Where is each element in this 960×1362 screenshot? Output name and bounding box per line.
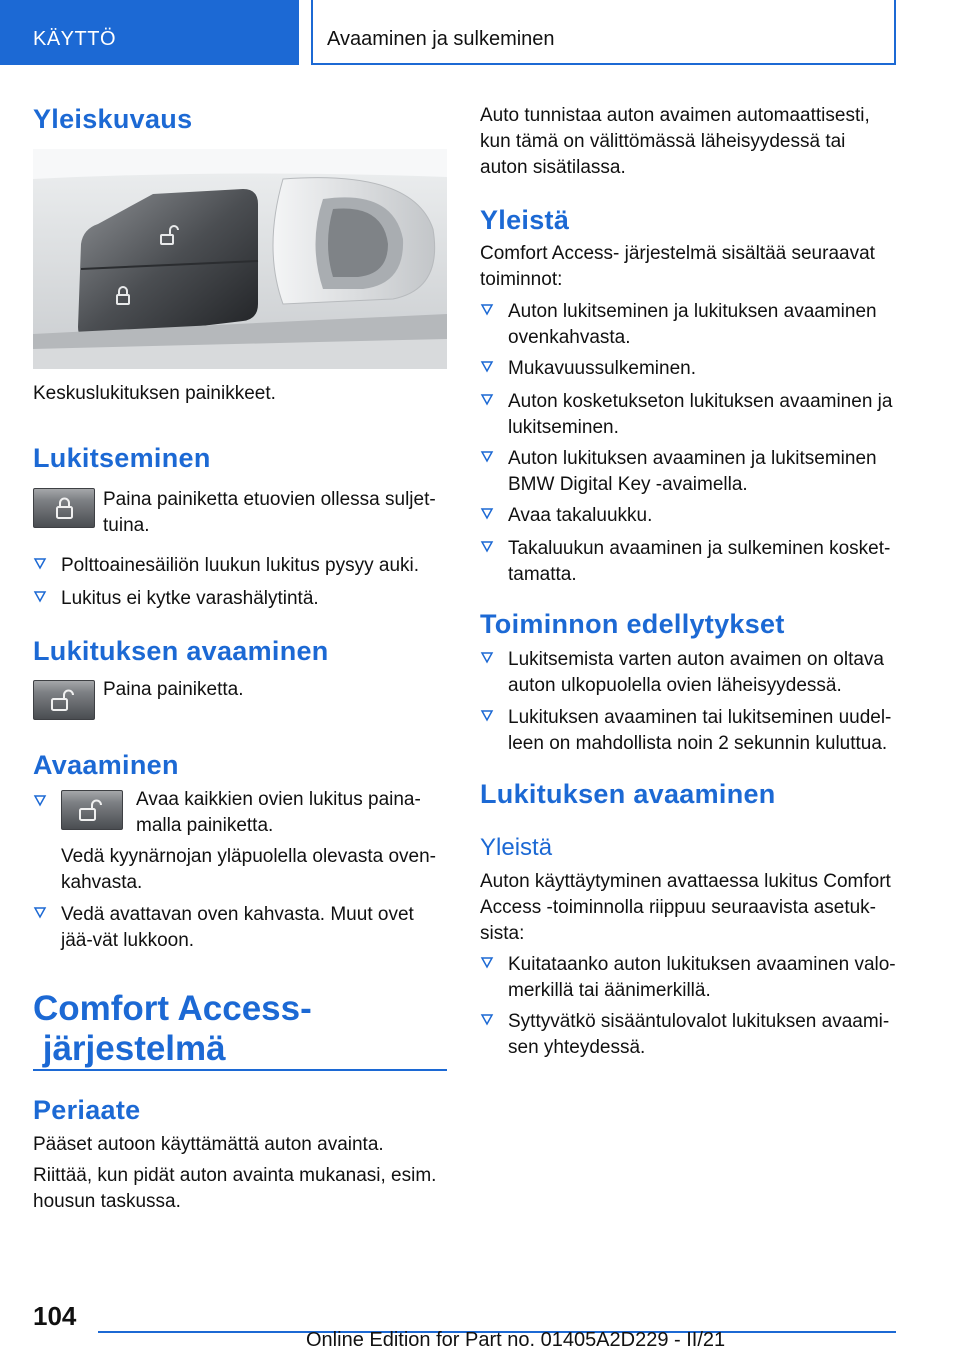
bullet-triangle-icon [480,709,494,723]
comfort-access-heading-line2: järjestelmä [33,1029,226,1068]
intro-paragraph: Auto tunnistaa auton avaimen automaattisesti, kun tämä on välittömässä läheisyydessä tai auton sisätilassa. [480,105,870,178]
lock-open-icon [62,791,124,831]
unlock-button-image [61,790,123,830]
photo-caption: Keskuslukituksen painikkeet. [33,383,276,404]
bullet-triangle-icon [480,651,494,665]
list-item: Auton kosketukseton lukituksen avaaminen ja lukitseminen. [480,389,896,441]
list-item: Lukituksen avaaminen tai lukitseminen uudel‐leen on mahdollista noin 2 sekunnin kuluttua. [480,705,896,757]
general-text: Comfort Access- järjestelmä sisältää seuraavat toiminnot: [480,243,875,290]
lock-closed-icon [34,489,96,529]
list-item: Mukavuussulkeminen. [480,356,896,382]
bullet-triangle-icon [33,557,47,571]
list-item: Avaa takaluukku. [480,503,896,529]
opening-heading: Avaaminen [33,750,179,780]
opening-step-1b: Vedä kyynärnojan yläpuolella olevasta oven‐kahvasta. [61,846,436,893]
bullet-triangle-icon [480,393,494,407]
door-handle-photo [33,149,447,369]
list-item: Lukitsemista varten auton avaimen on oltava auton ulkopuolella ovien läheisyydessä. [480,647,896,699]
bullet-triangle-icon [33,794,47,808]
lock-button-image [33,488,95,528]
bullet-triangle-icon [480,450,494,464]
unlock-text: Paina painiketta. [103,679,244,700]
opening-step-1: Avaa kaikkien ovien lukitus paina‐malla painiketta. [136,789,421,836]
chapter-label: Avaaminen ja sulkeminen [327,28,555,50]
unlock-heading: Lukituksen avaaminen [33,636,329,666]
chapter-tab [311,0,896,65]
comfort-access-heading-line1: Comfort Access- [33,989,312,1028]
bullet-triangle-icon [480,303,494,317]
list-item: Vedä avattavan oven kahvasta. Muut ovet jää‐vät lukkoon. [33,902,447,954]
requirements-heading: Toiminnon edellytykset [480,609,785,639]
unlock-comfort-text: Auton käyttäytyminen avattaessa lukitus Comfort Access -toiminnolla riippuu seuraavista asetuk‐sista: [480,871,891,944]
section-tab [0,0,299,65]
overview-heading: Yleiskuvaus [33,104,193,134]
bullet-triangle-icon [33,590,47,604]
bullet-triangle-icon [480,507,494,521]
heading-rule [33,1069,447,1071]
section-label: KÄYTTÖ [33,28,117,50]
principle-paragraph-1: Pääset autoon käyttämättä auton avainta. [33,1134,384,1155]
unlock-comfort-heading: Lukituksen avaaminen [480,779,776,809]
lock-open-icon [34,681,96,721]
page-number: 104 [33,1301,77,1331]
unlock-general-subheading: Yleistä [480,834,553,861]
general-heading: Yleistä [480,205,570,235]
principle-paragraph-2: Riittää, kun pidät auton avainta mukanasi, esim. housun taskussa. [33,1165,437,1212]
edition-label: Online Edition for Part no. 01405A2D229 - II/21 [306,1329,726,1351]
list-item: Kuitataanko auton lukituksen avaaminen valo‐merkillä tai äänimerkillä. [480,952,896,1004]
list-item: Polttoainesäiliön luukun lukitus pysyy auki. [33,553,447,579]
principle-heading: Periaate [33,1095,141,1125]
list-item: Lukitus ei kytke varashälytintä. [33,586,447,612]
bullet-triangle-icon [33,906,47,920]
list-item: Syttyvätkö sisääntulovalot lukituksen avaami‐sen yhteydessä. [480,1009,896,1061]
locking-text: Paina painiketta etuovien ollessa suljet‐tuina. [103,489,436,536]
list-item: Auton lukitseminen ja lukituksen avaaminen ovenkahvasta. [480,299,896,351]
bullet-triangle-icon [480,360,494,374]
locking-heading: Lukitseminen [33,443,211,473]
bullet-triangle-icon [480,1013,494,1027]
unlock-button-image [33,680,95,720]
bullet-triangle-icon [480,540,494,554]
list-item: Takaluukun avaaminen ja sulkeminen kosket‐tamatta. [480,536,896,588]
bullet-triangle-icon [480,956,494,970]
list-item: Auton lukituksen avaaminen ja lukitseminen BMW Digital Key -avaimella. [480,446,896,498]
